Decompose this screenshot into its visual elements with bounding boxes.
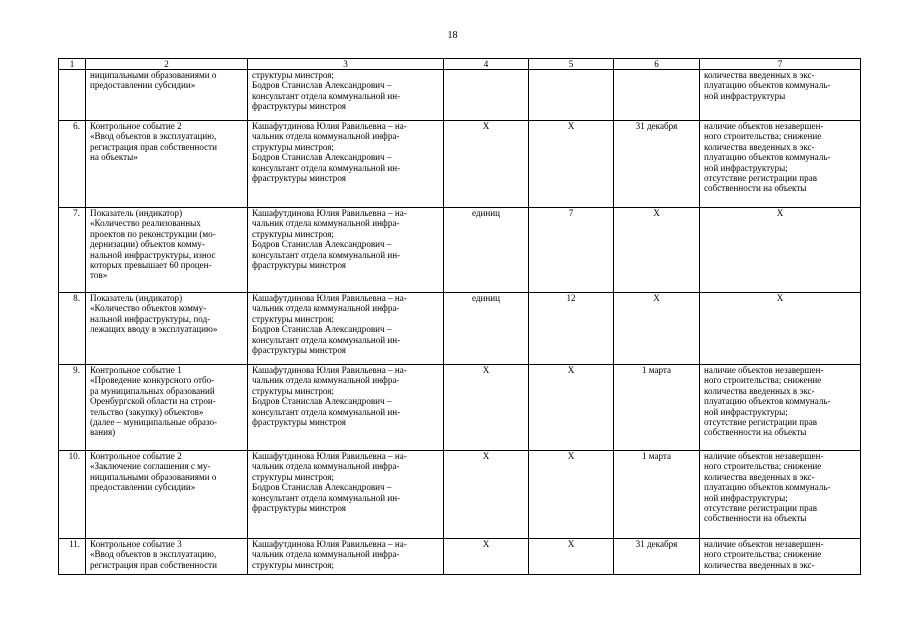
responsible-person: Кашафутдинова Юлия Равильевна – на- чальник отдела коммунальной инфра- структуры минстроя; Бодров Станислав Александрович – консультант отдела коммунальной ин- фраструктуры минстроя	[248, 208, 444, 293]
row-number: 9.	[59, 365, 86, 451]
unit-cell: Х	[444, 539, 529, 575]
responsible-person: Кашафутдинова Юлия Равильевна – на- чальник отдела коммунальной инфра- структуры минстроя; Бодров Станислав Александрович – консультант отдела коммунальной ин- фраструктуры минстроя	[248, 365, 444, 451]
responsible-person: Кашафутдинова Юлия Равильевна – на- чальник отдела коммунальной инфра- структуры минстроя;	[248, 539, 444, 575]
value-cell: Х	[529, 539, 614, 575]
value-cell: 7	[529, 208, 614, 293]
page-number: 18	[447, 30, 458, 41]
responsible-person: Кашафутдинова Юлия Равильевна – на- чальник отдела коммунальной инфра- структуры минстроя; Бодров Станислав Александрович – консультант отдела коммунальной ин- фраструктуры минстроя	[248, 293, 444, 365]
deadline-cell: Х	[614, 208, 700, 293]
column-number: 2	[86, 59, 248, 70]
unit-cell: единиц	[444, 208, 529, 293]
deadline-cell: 1 марта	[614, 451, 700, 539]
row-number	[59, 70, 86, 121]
event-description: Контрольное событие 2 «Ввод объектов в эксплуатацию, регистрация прав собственности на объекты»	[86, 121, 248, 208]
table-row	[59, 365, 861, 451]
unit-cell: единиц	[444, 293, 529, 365]
unit-cell: Х	[444, 365, 529, 451]
unit-cell	[444, 70, 529, 121]
table-row	[59, 70, 861, 121]
event-description: Показатель (индикатор) «Количество реализованных проектов по реконструкции (мо- дернизации) объектов комму- нальной инфраструктуры, износ которых превышает 60 процен- тов»	[86, 208, 248, 293]
deadline-cell	[614, 70, 700, 121]
table-row	[59, 121, 861, 208]
deadline-cell: 1 марта	[614, 365, 700, 451]
deadline-cell: Х	[614, 293, 700, 365]
event-description: Показатель (индикатор) «Количество объектов комму- нальной инфраструктуры, под- лежащих вводу в эксплуатацию»	[86, 293, 248, 365]
column-number: 3	[248, 59, 444, 70]
responsible-person: Кашафутдинова Юлия Равильевна – на- чальник отдела коммунальной инфра- структуры минстроя; Бодров Станислав Александрович – консультант отдела коммунальной ин- фраструктуры минстроя	[248, 451, 444, 539]
result-cell: Х	[700, 208, 861, 293]
unit-cell: Х	[444, 121, 529, 208]
event-description: Контрольное событие 1 «Проведение конкурсного отбо- ра муниципальных образований Оренбургской области на строи- тельство (закупку) объектов» (далее – муниципальные образо- вания)	[86, 365, 248, 451]
result-cell: наличие объектов незавершен- ного строительства; снижение количества введенных в экс-	[700, 539, 861, 575]
result-cell: Х	[700, 293, 861, 365]
responsible-person: структуры минстроя; Бодров Станислав Александрович – консультант отдела коммунальной ин- фраструктуры минстроя	[248, 70, 444, 121]
result-cell: наличие объектов незавершен- ного строительства; снижение количества введенных в экс- плуатацию объектов коммуналь- ной инфраструктуры; отсутствие регистрации прав собственности на объекты	[700, 365, 861, 451]
column-number: 5	[529, 59, 614, 70]
value-cell: 12	[529, 293, 614, 365]
column-number: 1	[59, 59, 86, 70]
column-number-row	[59, 59, 861, 70]
row-number: 10.	[59, 451, 86, 539]
event-description: ниципальными образованиями о предоставлении субсидии»	[86, 70, 248, 121]
table-row	[59, 293, 861, 365]
row-number: 6.	[59, 121, 86, 208]
event-description: Контрольное событие 2 «Заключение соглашения с му- ниципальными образованиями о предоставлении субсидии»	[86, 451, 248, 539]
column-number: 7	[700, 59, 861, 70]
value-cell: Х	[529, 365, 614, 451]
result-cell: наличие объектов незавершен- ного строительства; снижение количества введенных в экс- плуатацию объектов коммуналь- ной инфраструктуры; отсутствие регистрации прав собственности на объекты	[700, 451, 861, 539]
value-cell: Х	[529, 451, 614, 539]
result-cell: количества введенных в экс- плуатацию объектов коммуналь- ной инфраструктуры	[700, 70, 861, 121]
event-description: Контрольное событие 3 «Ввод объектов в эксплуатацию, регистрация прав собственности	[86, 539, 248, 575]
unit-cell: Х	[444, 451, 529, 539]
table-row	[59, 208, 861, 293]
deadline-cell: 31 декабря	[614, 121, 700, 208]
value-cell	[529, 70, 614, 121]
row-number: 7.	[59, 208, 86, 293]
plan-table	[58, 58, 861, 575]
value-cell: Х	[529, 121, 614, 208]
table-row	[59, 539, 861, 575]
result-cell: наличие объектов незавершен- ного строительства; снижение количества введенных в экс- плуатацию объектов коммуналь- ной инфраструктуры; отсутствие регистрации прав собственности на объекты	[700, 121, 861, 208]
table-row	[59, 451, 861, 539]
column-number: 4	[444, 59, 529, 70]
row-number: 8.	[59, 293, 86, 365]
column-number: 6	[614, 59, 700, 70]
responsible-person: Кашафутдинова Юлия Равильевна – на- чальник отдела коммунальной инфра- структуры минстроя; Бодров Станислав Александрович – консультант отдела коммунальной ин- фраструктуры минстроя	[248, 121, 444, 208]
deadline-cell: 31 декабря	[614, 539, 700, 575]
row-number: 11.	[59, 539, 86, 575]
